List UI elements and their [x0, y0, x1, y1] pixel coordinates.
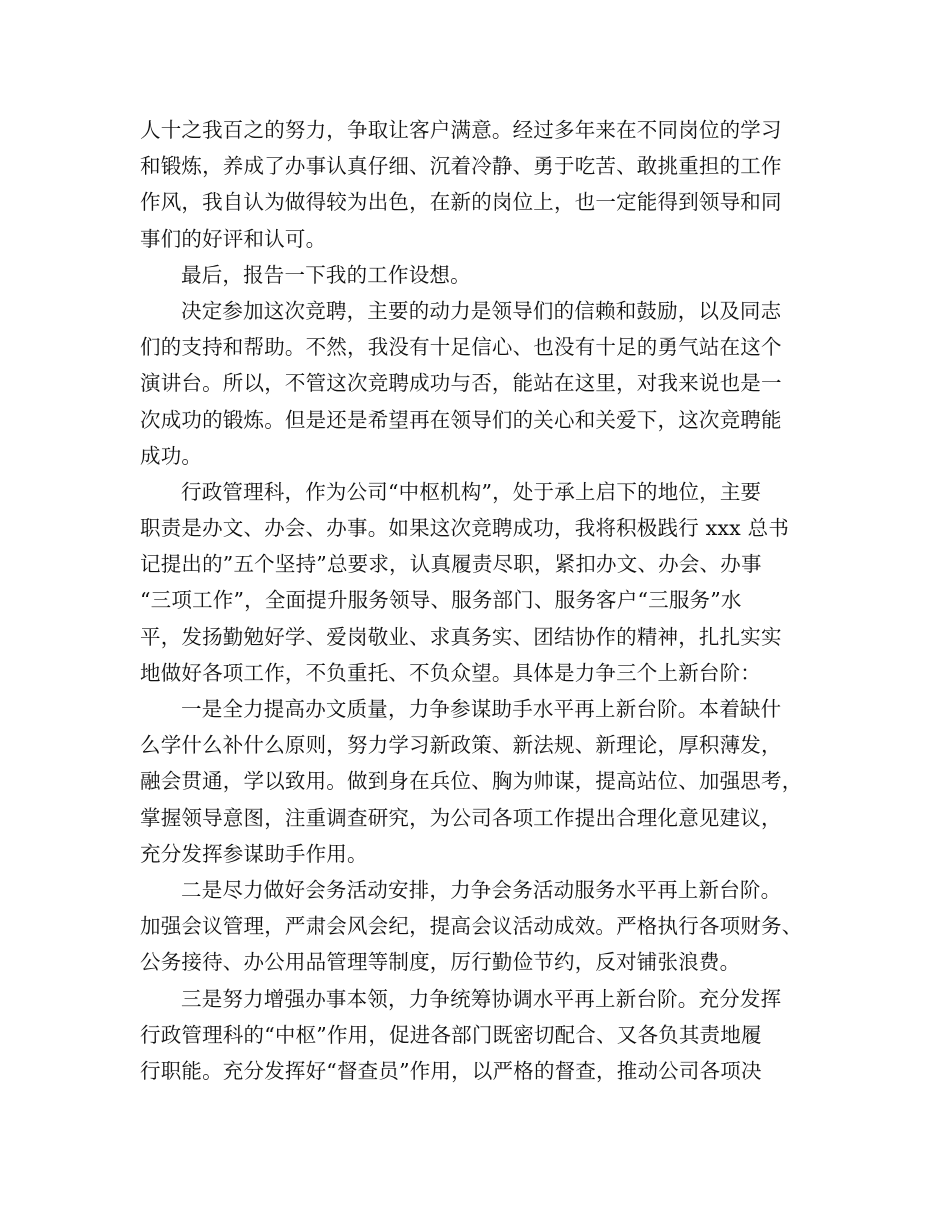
text-line: 和锻炼，养成了办事认真仔细、沉着冷静、勇于吃苦、敢挑重担的工作	[140, 154, 782, 179]
text-line: 次成功的锻炼。但是还是希望再在领导们的关心和关爱下，这次竞聘能	[140, 407, 782, 432]
text-line: 行职能。充分发挥好“督查员”作用，以严格的督查，推动公司各项决	[140, 1058, 762, 1083]
text-line: 们的支持和帮助。不然，我没有十足信心、也没有十足的勇气站在这个	[140, 335, 782, 360]
text-line: 么学什么补什么原则，努力学习新政策、新法规、新理论，厚积薄发，	[140, 733, 782, 758]
paragraph	[140, 112, 830, 257]
text-line: 地做好各项工作，不负重托、不负众望。具体是力争三个上新台阶：	[140, 660, 761, 685]
paragraph	[140, 257, 830, 293]
text-line: 三是努力增强办事本领，力争统筹协调水平再上新台阶。充分发挥	[181, 986, 782, 1011]
text-line: 决定参加这次竞聘，主要的动力是领导们的信赖和鼓励，以及同志	[181, 298, 782, 323]
paragraph	[140, 691, 830, 872]
text-line: 公务接待、办公用品管理等制度，厉行勤俭节约，反对铺张浪费。	[140, 950, 741, 975]
text-line: 作风，我自认为做得较为出色，在新的岗位上，也一定能得到领导和同	[140, 190, 782, 215]
text-line: 二是尽力做好会务活动安排，力争会务活动服务水平再上新台阶。	[181, 877, 782, 902]
text-line: 一是全力提高办文质量，力争参谋助手水平再上新台阶。本着缺什	[181, 697, 782, 721]
text-line: “三项工作”，全面提升服务领导、服务部门、服务客户“三服务”水	[140, 588, 742, 613]
text-line: 掌握领导意图，注重调查研究，为公司各项工作提出合理化意见建议，	[140, 805, 782, 830]
text-line: 平，发扬勤勉好学、爱岗敬业、求真务实、团结协作的精神，扎扎实实	[140, 624, 782, 649]
text-line: 记提出的”五个坚持”总要求，认真履责尽职，紧扣办文、办会、办事	[140, 552, 762, 577]
document-body	[140, 112, 830, 1089]
text-line: 最后，报告一下我的工作设想。	[181, 262, 471, 287]
text-line: 演讲台。所以，不管这次竞聘成功与否，能站在这里，对我来说也是一	[140, 371, 782, 396]
text-line: 加强会议管理，严肃会风会纪，提高会议活动成效。严格执行各项财务、	[140, 914, 803, 939]
text-line: 成功。	[140, 443, 203, 468]
text-line: 人十之我百之的努力，争取让客户满意。经过多年来在不同岗位的学习	[140, 118, 782, 142]
text-line: 事们的好评和认可。	[140, 226, 327, 251]
paragraph	[140, 293, 830, 474]
paragraph	[140, 981, 830, 1090]
text-line: 融会贯通，学以致用。做到身在兵位、胸为帅谋，提高站位、加强思考，	[140, 769, 803, 794]
text-line: 职责是办文、办会、办事。如果这次竞聘成功，我将积极践行 xxx 总书	[140, 516, 790, 541]
text-line: 行政管理科的“中枢”作用，促进各部门既密切配合、又各负其责地履	[140, 1022, 762, 1047]
text-line: 行政管理科，作为公司“中枢机构”，处于承上启下的地位，主要	[181, 479, 762, 504]
paragraph	[140, 474, 830, 691]
paragraph	[140, 872, 830, 981]
text-line: 充分发挥参谋助手作用。	[140, 841, 368, 866]
